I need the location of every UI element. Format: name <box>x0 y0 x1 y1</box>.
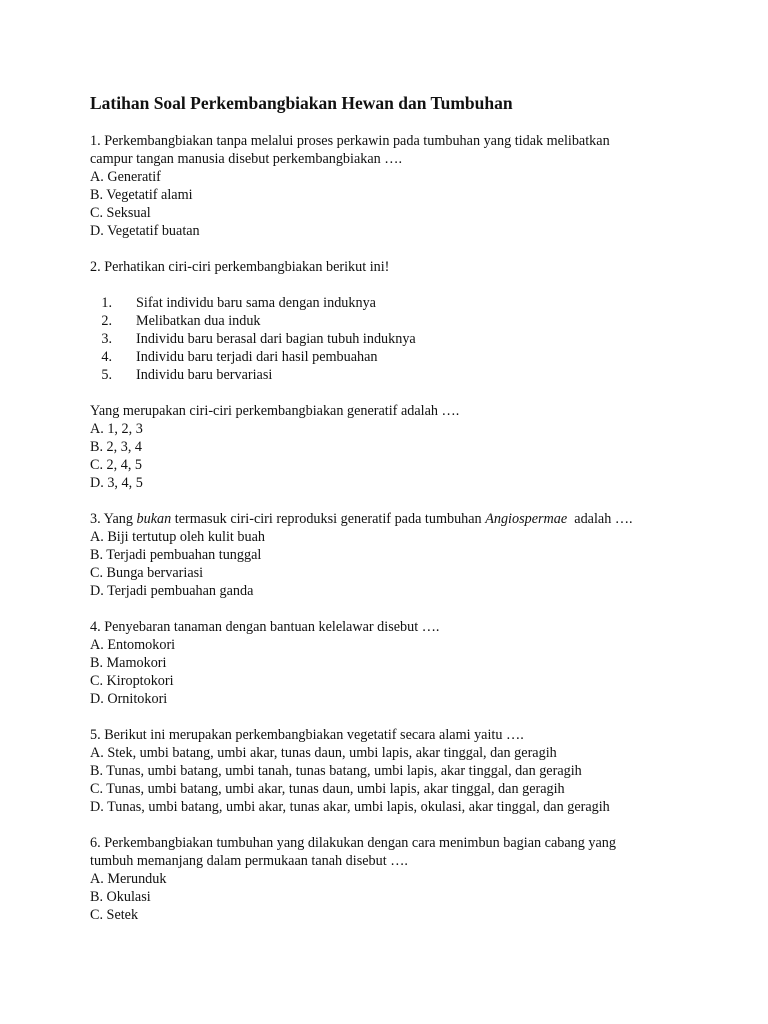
question-3-option-b: B. Terjadi pembuahan tunggal <box>90 547 262 563</box>
question-2-option-a: A. 1, 2, 3 <box>90 421 143 437</box>
question-3-option-d: D. Terjadi pembuahan ganda <box>90 583 254 599</box>
question-2-option-c: C. 2, 4, 5 <box>90 457 143 473</box>
question-5-option-d: D. Tunas, umbi batang, umbi akar, tunas akar, umbi lapis, okulasi, akar tinggal, dan geragih <box>90 799 610 815</box>
question-1-option-b: B. Vegetatif alami <box>90 187 193 203</box>
question-2-option-d: D. 3, 4, 5 <box>90 475 143 491</box>
question-3-stem <box>90 510 708 528</box>
list-item-text: Sifat individu baru sama dengan induknya <box>136 295 376 311</box>
question-2-list <box>90 294 708 384</box>
document-title: Latihan Soal Perkembangbiakan Hewan dan Tumbuhan <box>90 93 513 113</box>
question-5-option-a: A. Stek, umbi batang, umbi akar, tunas daun, umbi lapis, akar tinggal, dan geragih <box>90 745 557 761</box>
list-item-number: 4. <box>101 349 112 365</box>
question-1 <box>90 132 708 240</box>
question-4-option-d: D. Ornitokori <box>90 691 168 707</box>
list-item-text: Individu baru berasal dari bagian tubuh induknya <box>136 331 416 347</box>
question-2 <box>90 258 708 492</box>
question-2-stem: 2. Perhatikan ciri-ciri perkembangbiakan berikut ini! <box>90 259 390 275</box>
question-3-stem-italic-bukan: bukan <box>136 511 172 527</box>
question-4-option-a: A. Entomokori <box>90 637 176 653</box>
question-1-stem-line-1: 1. Perkembangbiakan tanpa melalui proses perkawin pada tumbuhan yang tidak melibatkan <box>90 133 610 149</box>
question-5-stem: 5. Berikut ini merupakan perkembangbiakan vegetatif secara alami yaitu …. <box>90 727 524 743</box>
question-4-option-c: C. Kiroptokori <box>90 673 174 689</box>
list-item-text: Melibatkan dua induk <box>136 313 261 329</box>
question-3-stem-part-1: 3. Yang <box>90 511 137 527</box>
list-item-text: Individu baru terjadi dari hasil pembuahan <box>136 349 378 365</box>
list-item-text: Individu baru bervariasi <box>136 367 273 383</box>
question-2-option-b: B. 2, 3, 4 <box>90 439 143 455</box>
list-item-number: 1. <box>101 295 112 311</box>
question-3-stem-part-2: termasuk ciri-ciri reproduksi generatif pada tumbuhan <box>171 511 486 527</box>
question-4 <box>90 618 708 708</box>
spacer <box>90 384 708 402</box>
question-4-stem: 4. Penyebaran tanaman dengan bantuan kelelawar disebut …. <box>90 619 440 635</box>
question-1-stem-line-2: campur tangan manusia disebut perkembangbiakan …. <box>90 151 403 167</box>
question-3 <box>90 510 708 600</box>
list-item-number: 5. <box>101 367 112 383</box>
question-1-option-c: C. Seksual <box>90 205 151 221</box>
question-3-stem-part-3: adalah …. <box>567 511 633 527</box>
question-5-option-b: B. Tunas, umbi batang, umbi tanah, tunas batang, umbi lapis, akar tinggal, dan geragih <box>90 763 582 779</box>
question-3-stem-italic-angiospermae: Angiospermae <box>485 511 568 527</box>
question-1-option-d: D. Vegetatif buatan <box>90 223 200 239</box>
question-6 <box>90 834 708 924</box>
question-6-stem-line-2: tumbuh memanjang dalam permukaan tanah disebut …. <box>90 853 408 869</box>
list-item <box>90 348 708 366</box>
question-6-option-b: B. Okulasi <box>90 889 151 905</box>
question-5 <box>90 726 708 816</box>
list-item-number: 2. <box>101 313 112 329</box>
list-item <box>90 312 708 330</box>
question-1-option-a: A. Generatif <box>90 169 161 185</box>
question-2-prompt: Yang merupakan ciri-ciri perkembangbiakan generatif adalah …. <box>90 403 460 419</box>
list-item <box>90 330 708 348</box>
list-item-number: 3. <box>101 331 112 347</box>
list-item <box>90 366 708 384</box>
question-4-option-b: B. Mamokori <box>90 655 167 671</box>
question-5-option-c: C. Tunas, umbi batang, umbi akar, tunas daun, umbi lapis, akar tinggal, dan geragih <box>90 781 565 797</box>
question-6-option-a: A. Merunduk <box>90 871 167 887</box>
list-item <box>90 294 708 312</box>
question-6-stem-line-1: 6. Perkembangbiakan tumbuhan yang dilakukan dengan cara menimbun bagian cabang yang <box>90 835 616 851</box>
question-6-option-c: C. Setek <box>90 907 139 923</box>
question-3-option-a: A. Biji tertutup oleh kulit buah <box>90 529 265 545</box>
question-3-option-c: C. Bunga bervariasi <box>90 565 204 581</box>
